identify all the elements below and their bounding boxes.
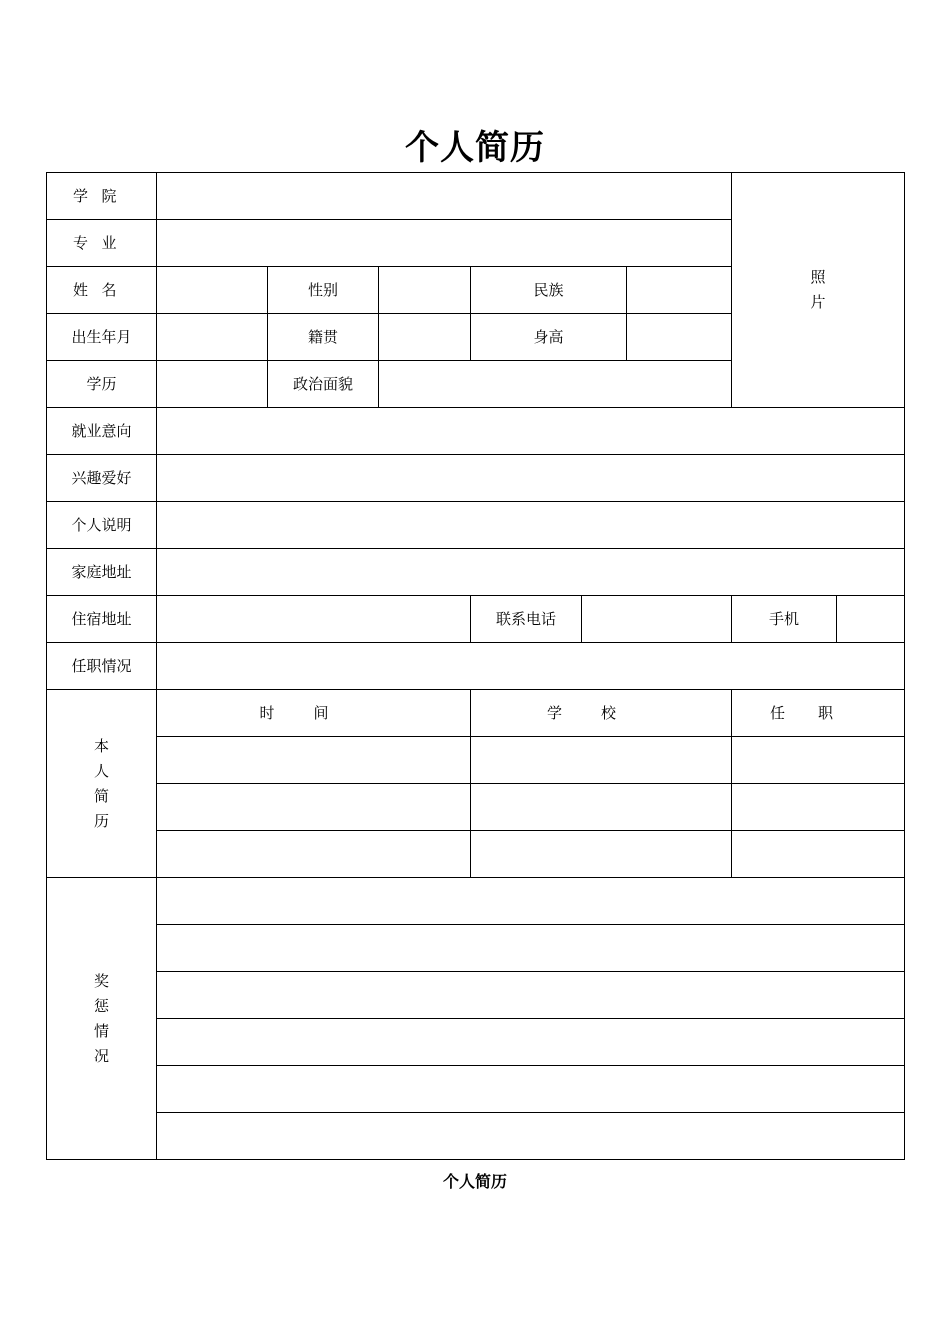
positions-held-field[interactable] bbox=[157, 643, 905, 690]
job-intention-field[interactable] bbox=[157, 408, 905, 455]
awards-line[interactable] bbox=[157, 972, 905, 1019]
footer-title: 个人简历 bbox=[442, 1172, 507, 1191]
height-field[interactable] bbox=[627, 314, 732, 361]
education-field[interactable] bbox=[157, 361, 268, 408]
history-row bbox=[47, 737, 905, 784]
awards-row bbox=[47, 925, 905, 972]
history-position-cell[interactable] bbox=[732, 784, 905, 831]
label-name: 姓名 bbox=[47, 267, 157, 314]
history-school-cell[interactable] bbox=[471, 784, 732, 831]
ethnicity-field[interactable] bbox=[627, 267, 732, 314]
label-job-intention: 就业意向 bbox=[47, 408, 157, 455]
history-header-position: 任职 bbox=[732, 690, 905, 737]
row-college bbox=[47, 173, 905, 220]
awards-row bbox=[47, 1066, 905, 1113]
label-gender: 性别 bbox=[268, 267, 379, 314]
awards-row bbox=[47, 1019, 905, 1066]
label-resume-section: 本 人 简 历 bbox=[47, 690, 157, 878]
label-mobile: 手机 bbox=[732, 596, 837, 643]
college-field[interactable] bbox=[157, 173, 732, 220]
history-header-school: 学校 bbox=[471, 690, 732, 737]
label-birth: 出生年月 bbox=[47, 314, 157, 361]
history-time-cell[interactable] bbox=[157, 784, 471, 831]
label-native-place: 籍贯 bbox=[268, 314, 379, 361]
label-height: 身高 bbox=[471, 314, 627, 361]
history-position-cell[interactable] bbox=[732, 831, 905, 878]
phone-field[interactable] bbox=[582, 596, 732, 643]
label-dorm-address: 住宿地址 bbox=[47, 596, 157, 643]
political-status-field[interactable] bbox=[379, 361, 732, 408]
awards-line[interactable] bbox=[157, 1113, 905, 1160]
photo-label-1: 照 bbox=[810, 268, 826, 286]
hobbies-field[interactable] bbox=[157, 455, 905, 502]
birth-field[interactable] bbox=[157, 314, 268, 361]
history-header-row bbox=[47, 690, 905, 737]
personal-statement-field[interactable] bbox=[157, 502, 905, 549]
photo-box[interactable] bbox=[732, 173, 905, 408]
awards-line[interactable] bbox=[157, 1066, 905, 1113]
awards-line[interactable] bbox=[157, 878, 905, 925]
home-address-field[interactable] bbox=[157, 549, 905, 596]
history-header-time: 时间 bbox=[157, 690, 471, 737]
history-row bbox=[47, 831, 905, 878]
mobile-field[interactable] bbox=[837, 596, 905, 643]
awards-line[interactable] bbox=[157, 925, 905, 972]
row-positions-held bbox=[47, 643, 905, 690]
page-title: 个人简历 bbox=[405, 128, 545, 168]
label-personal-statement: 个人说明 bbox=[47, 502, 157, 549]
label-home-address: 家庭地址 bbox=[47, 549, 157, 596]
label-hobbies: 兴趣爱好 bbox=[47, 455, 157, 502]
label-major: 专业 bbox=[47, 220, 157, 267]
row-job-intention bbox=[47, 408, 905, 455]
label-phone: 联系电话 bbox=[471, 596, 582, 643]
awards-row bbox=[47, 972, 905, 1019]
gender-field[interactable] bbox=[379, 267, 471, 314]
row-home-address bbox=[47, 549, 905, 596]
label-awards-section: 奖 惩 情 况 bbox=[47, 878, 157, 1160]
label-college: 学院 bbox=[47, 173, 157, 220]
resume-form-table bbox=[46, 172, 905, 1160]
row-dorm-address bbox=[47, 596, 905, 643]
photo-label-2: 片 bbox=[810, 293, 826, 311]
name-field[interactable] bbox=[157, 267, 268, 314]
label-positions-held: 任职情况 bbox=[47, 643, 157, 690]
awards-row bbox=[47, 1113, 905, 1160]
history-position-cell[interactable] bbox=[732, 737, 905, 784]
history-time-cell[interactable] bbox=[157, 831, 471, 878]
awards-line[interactable] bbox=[157, 1019, 905, 1066]
label-education: 学历 bbox=[47, 361, 157, 408]
label-political-status: 政治面貌 bbox=[268, 361, 379, 408]
row-personal-statement bbox=[47, 502, 905, 549]
row-hobbies bbox=[47, 455, 905, 502]
native-place-field[interactable] bbox=[379, 314, 471, 361]
history-school-cell[interactable] bbox=[471, 831, 732, 878]
awards-row bbox=[47, 878, 905, 925]
label-ethnicity: 民族 bbox=[471, 267, 627, 314]
major-field[interactable] bbox=[157, 220, 732, 267]
history-time-cell[interactable] bbox=[157, 737, 471, 784]
history-school-cell[interactable] bbox=[471, 737, 732, 784]
history-row bbox=[47, 784, 905, 831]
dorm-address-field[interactable] bbox=[157, 596, 471, 643]
